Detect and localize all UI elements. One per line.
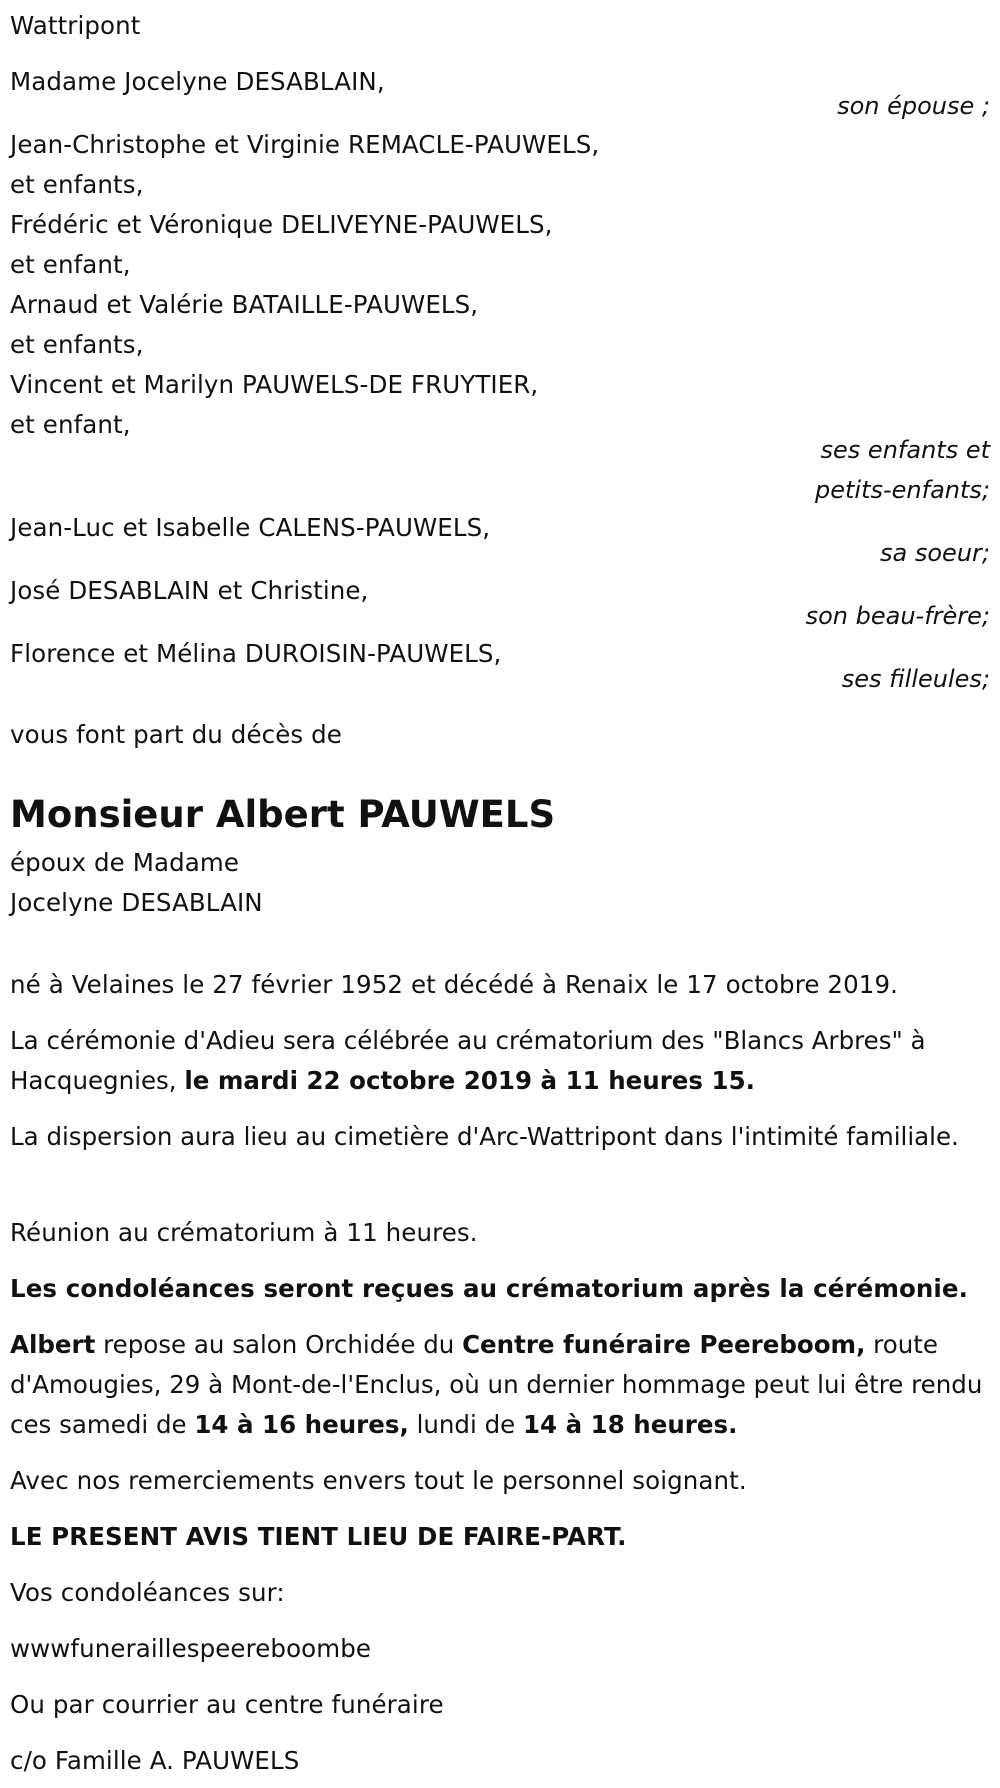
condolences-online-label: Vos condoléances sur: (10, 1578, 285, 1607)
family-relation: son épouse ; (837, 92, 990, 120)
rest-text: repose au salon Orchidée du (95, 1330, 463, 1359)
family-relation: ses enfants et (820, 436, 990, 464)
rest-paragraph (10, 1325, 1000, 1445)
funeral-center-name: Centre funéraire Peereboom, (462, 1330, 866, 1359)
reunion-line: Réunion au crématorium à 11 heures. (10, 1218, 478, 1247)
ceremony-date: le mardi 22 octobre 2019 à 11 heures 15. (184, 1066, 755, 1095)
condolences-notice: Les condoléances seront reçues au crématorium après la cérémonie. (10, 1274, 969, 1303)
notice-line: LE PRESENT AVIS TIENT LIEU DE FAIRE-PART. (10, 1522, 627, 1551)
ceremony-text: La cérémonie d'Adieu sera célébrée au crématorium des "Blancs Arbres" à Hacquegnies, (10, 1026, 926, 1095)
family-relation: petits-enfants; (815, 476, 990, 504)
family-member-name: Jean-Christophe et Virginie REMACLE-PAUWELS, (10, 130, 600, 159)
deceased-name-title: Monsieur Albert PAUWELS (10, 793, 556, 836)
family-relation: sa soeur; (880, 539, 990, 567)
family-member-name: et enfants, (10, 170, 144, 199)
rest-text: route d'Amougies, 29 à Mont-de-l'Enclus, où un dernier hommage peut lui être rendu ces samedi de (10, 1330, 983, 1439)
address-name: c/o Famille A. PAUWELS (10, 1746, 300, 1775)
place-name: Wattripont (10, 11, 141, 40)
announcement-line: vous font part du décès de (10, 720, 342, 749)
family-member-name: et enfant, (10, 410, 131, 439)
family-member-name: et enfant, (10, 250, 131, 279)
family-member-name: Vincent et Marilyn PAUWELS-DE FRUYTIER, (10, 370, 539, 399)
family-member-name: Florence et Mélina DUROISIN-PAUWELS, (10, 639, 502, 668)
visiting-hours-saturday: 14 à 16 heures, (194, 1410, 409, 1439)
mail-line: Ou par courrier au centre funéraire (10, 1690, 444, 1719)
family-member-name: José DESABLAIN et Christine, (10, 576, 369, 605)
family-member-name: et enfants, (10, 330, 144, 359)
dispersion-paragraph: La dispersion aura lieu au cimetière d'Arc-Wattripont dans l'intimité familiale. (10, 1122, 959, 1151)
family-member-name: Arnaud et Valérie BATAILLE-PAUWELS, (10, 290, 479, 319)
spouse-line: époux de Madame (10, 848, 239, 877)
rest-name: Albert (10, 1330, 96, 1359)
family-member-name: Frédéric et Véronique DELIVEYNE-PAUWELS, (10, 210, 553, 239)
family-relation: son beau-frère; (805, 602, 990, 630)
visiting-hours-monday: 14 à 18 heures. (523, 1410, 738, 1439)
family-member-name: Madame Jocelyne DESABLAIN, (10, 67, 385, 96)
thanks-line: Avec nos remerciements envers tout le personnel soignant. (10, 1466, 747, 1495)
birth-death-line: né à Velaines le 27 février 1952 et décédé à Renaix le 17 octobre 2019. (10, 970, 899, 999)
family-member-name: Jean-Luc et Isabelle CALENS-PAUWELS, (10, 513, 491, 542)
spouse-line: Jocelyne DESABLAIN (10, 888, 263, 917)
rest-text: lundi de (408, 1410, 523, 1439)
website-link[interactable]: wwwfuneraillespeereboombe (10, 1634, 372, 1663)
ceremony-paragraph (10, 1021, 1000, 1101)
family-relation: ses filleules; (841, 665, 990, 693)
